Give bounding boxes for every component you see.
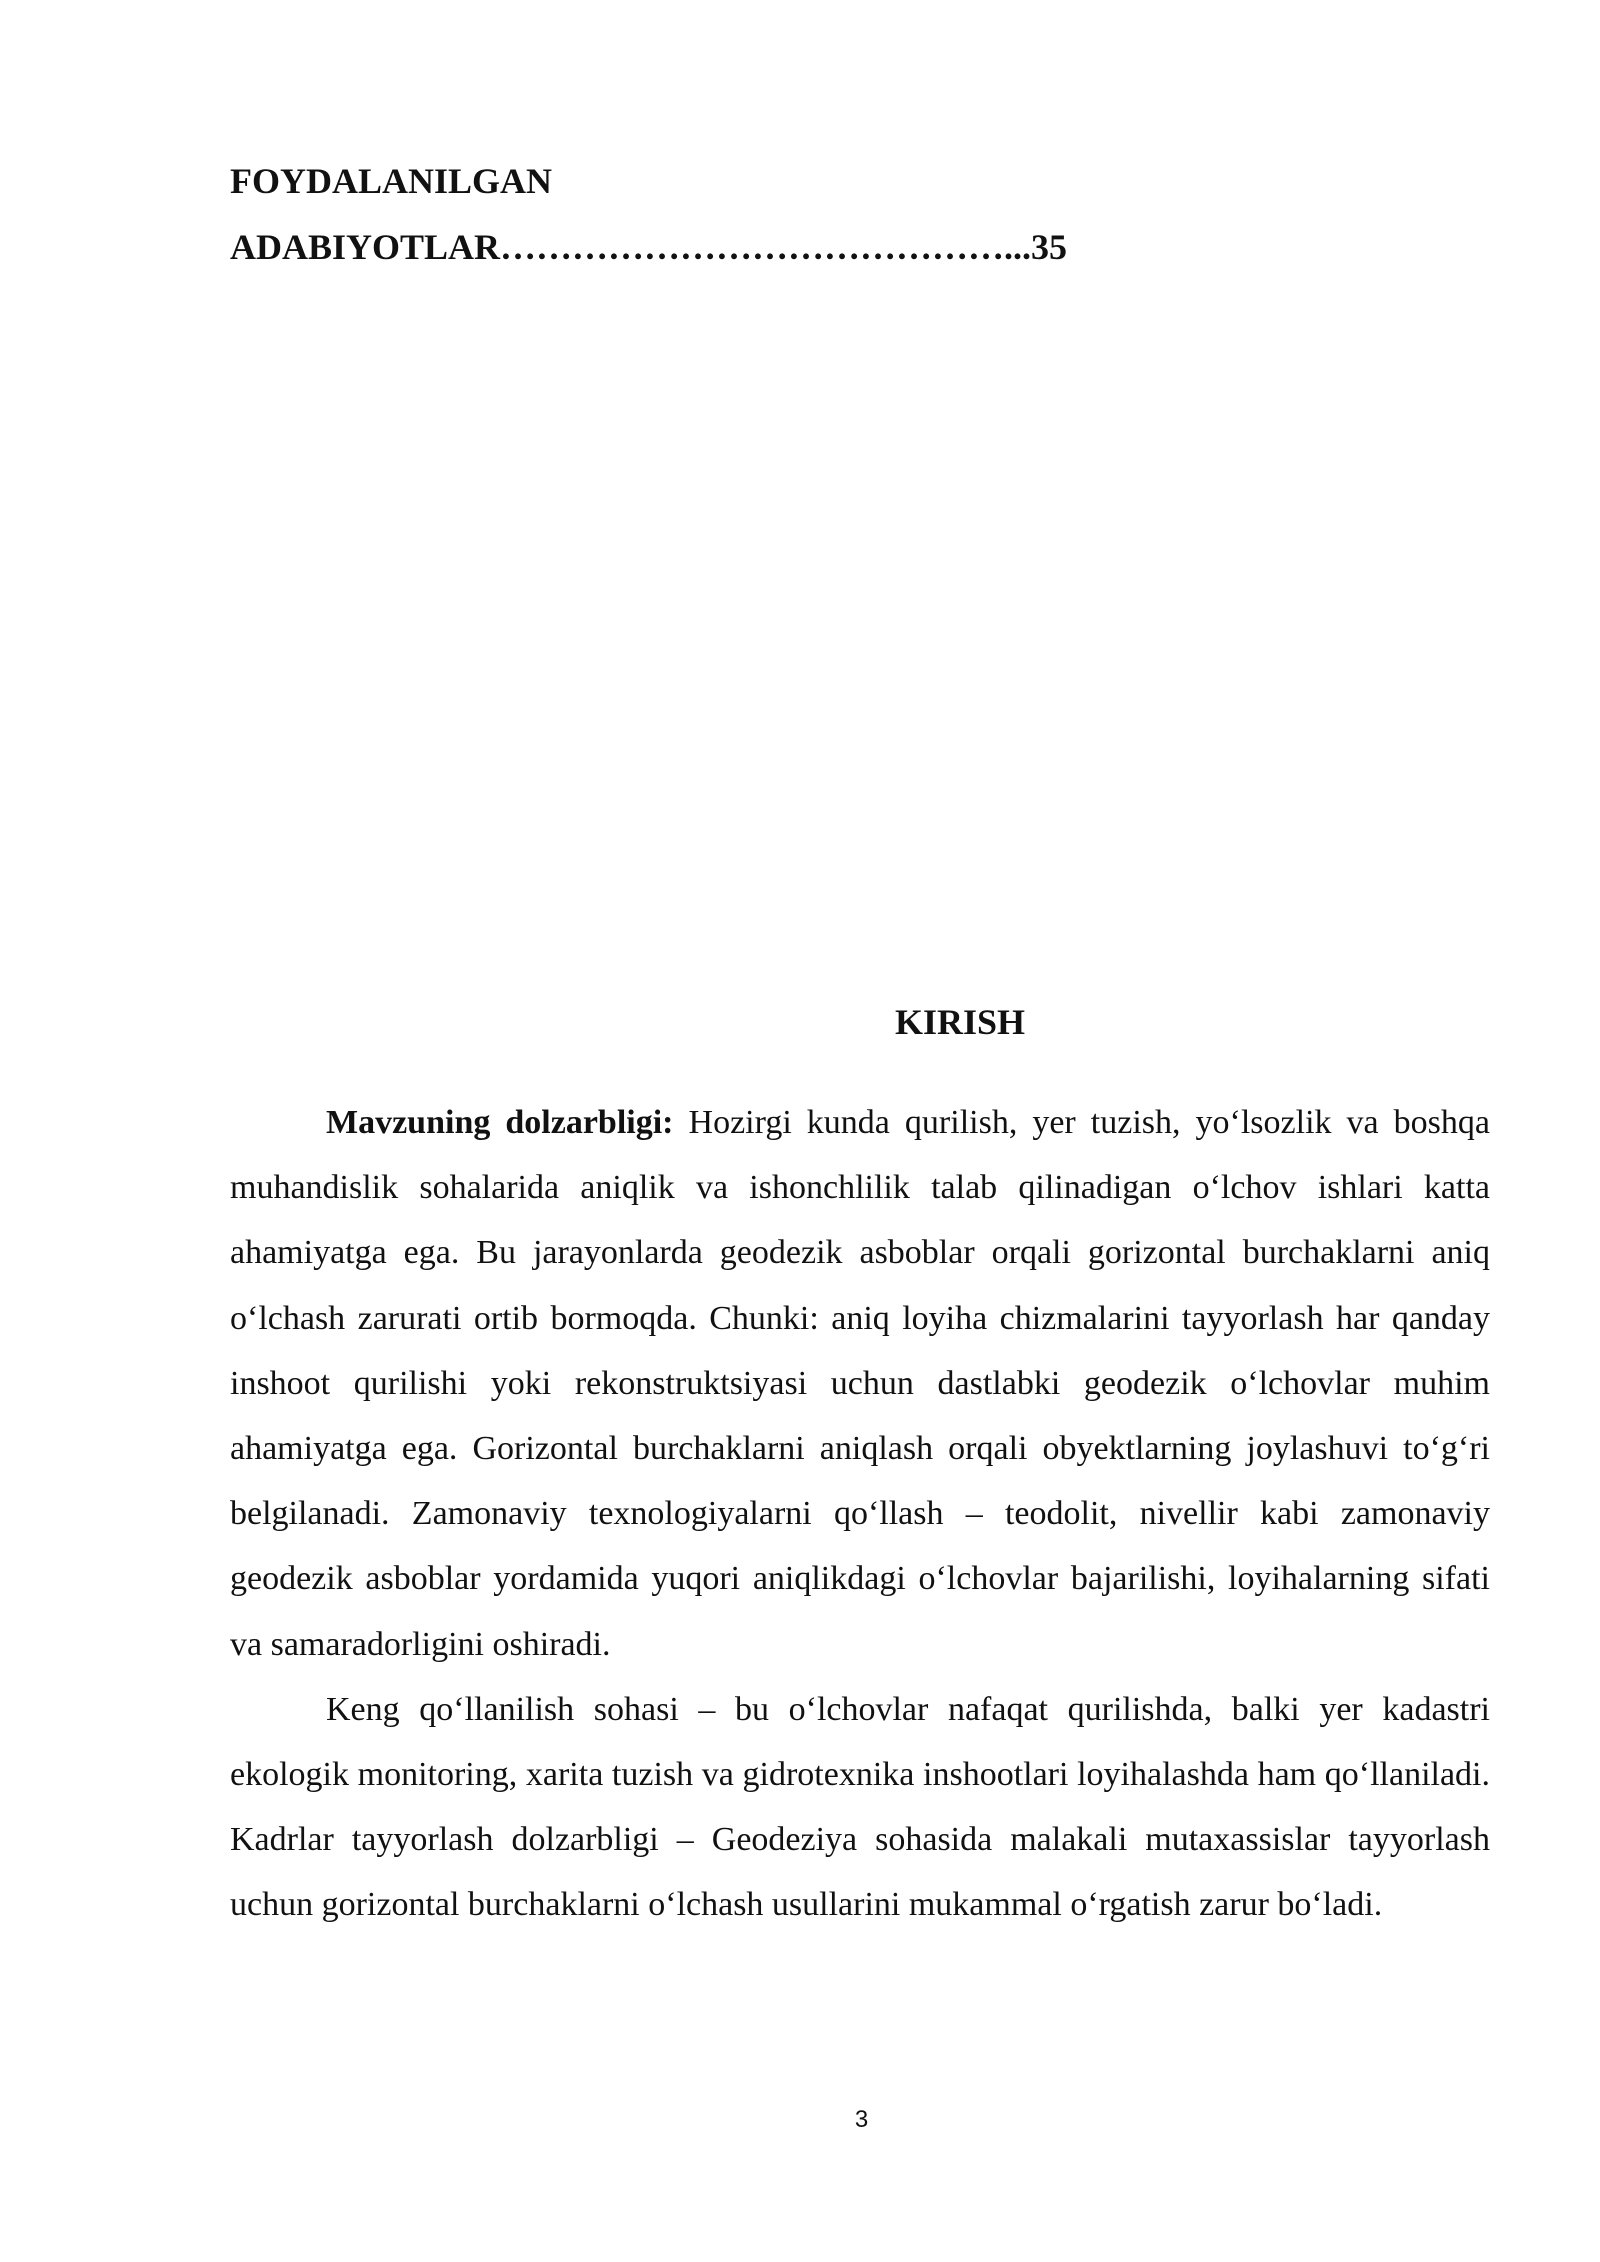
- page-number: 3: [854, 2106, 869, 2133]
- paragraph-application: Keng qo‘llanilish sohasi – bu o‘lchovlar nafaqat qurilishda, balki yer kadastri ekologik monitoring, xarita tuzish va gidrotexnika inshootlari loyihalashda ham qo‘llaniladi. Kadrlar tayyorlash dolzarbligi – Geodeziya sohasida malakali mutaxassislar tayyorlash uchun gorizontal burchaklarni o‘lchash usullarini mukammal o‘rgatish zarur bo‘ladi.: [230, 1690, 1490, 1924]
- paragraph-relevance-body: Hozirgi kunda qurilish, yer tuzish, yo‘lsozlik va boshqa muhandislik sohalarida aniqlik va ishonchlilik talab qilinadigan o‘lchov ishlari katta ahamiyatga ega. Bu jarayonlarda geodezik asboblar orqali gorizontal burchaklarni aniq o‘lchash zarurati ortib bormoqda. Chunki: aniq loyiha chizmalarini tayyorlash har qanday inshoot qurilishi yoki rekonstruktsiyasi uchun dastlabki geodezik o‘lchovlar muhim ahamiyatga ega. Gorizontal burchaklarni aniqlash orqali obyektlarning joylashuvi to‘g‘ri belgilanadi. Zamonaviy texnologiyalarni qo‘llash – teodolit, nivellir kabi zamonaviy geodezik asboblar yordamida yuqori aniqlikdagi o‘lchovlar bajarilishi, loyihalarning sifati va samaradorligini oshiradi.: [230, 1104, 1490, 1663]
- toc-entry-label: ADABIYOTLAR: [230, 227, 501, 267]
- toc-entry-line-1: FOYDALANILGAN: [230, 161, 553, 201]
- toc-entry-leader: ……………………………………...: [500, 227, 1032, 267]
- introduction-section: [230, 994, 1490, 1938]
- paragraph-lead-label: Mavzuning dolzarbligi:: [326, 1104, 674, 1141]
- toc-entry-references: [230, 148, 1490, 280]
- section-title: KIRISH: [894, 1002, 1026, 1042]
- paragraph-relevance: [230, 1090, 1490, 1677]
- toc-entry-page-number: 35: [1031, 227, 1068, 267]
- toc-entry-line-2: [230, 214, 1490, 280]
